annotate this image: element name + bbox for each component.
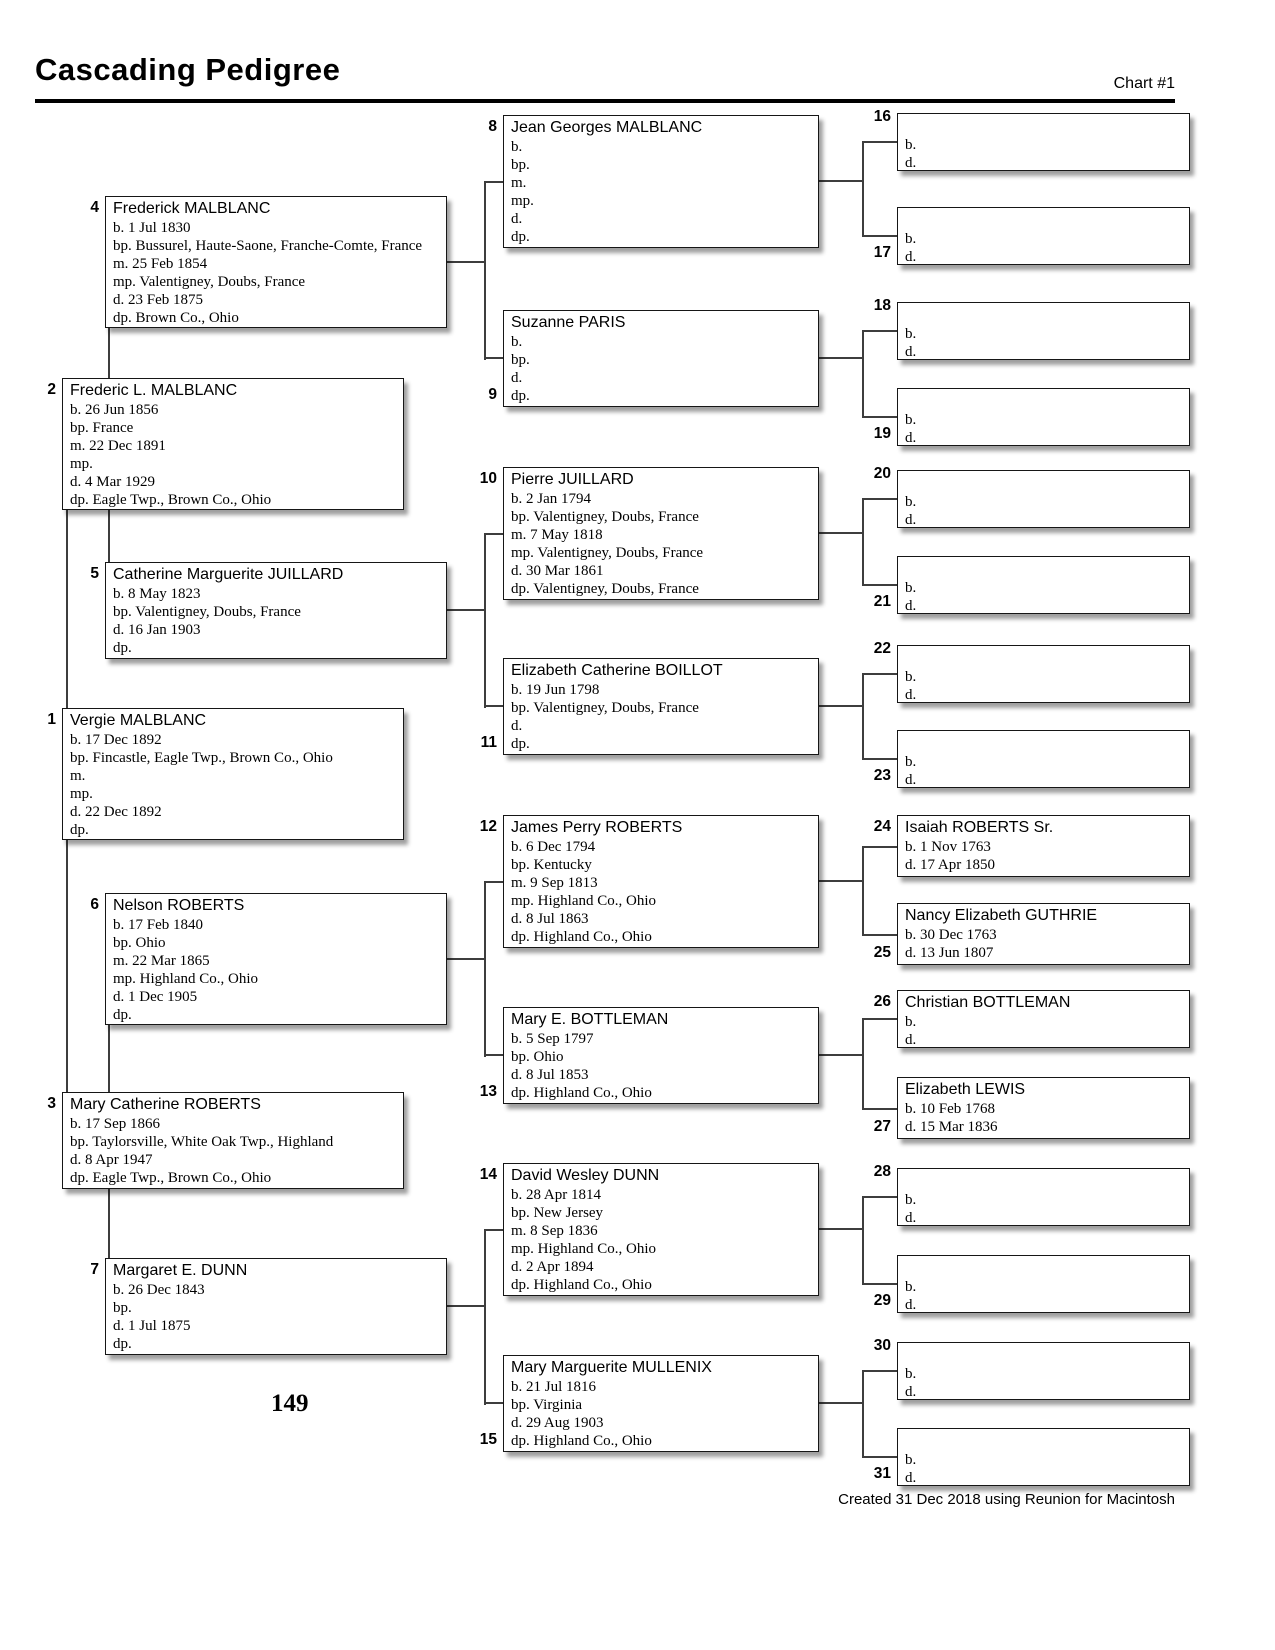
person-field: b. 1 Nov 1763: [905, 839, 991, 855]
person-field: d. 8 Jul 1853: [511, 1067, 589, 1083]
person-name: Suzanne PARIS: [511, 314, 626, 331]
person-number-2: 2: [47, 381, 56, 398]
person-field: mp.: [70, 786, 93, 802]
person-box-22: [897, 645, 1190, 703]
person-number-17: 17: [873, 244, 891, 261]
person-field: bp. Valentigney, Doubs, France: [511, 509, 699, 525]
person-field: d.: [905, 344, 917, 360]
person-box-30: [897, 1342, 1190, 1400]
person-name: Christian BOTTLEMAN: [905, 994, 1071, 1011]
person-number-4: 4: [90, 199, 99, 216]
connector-line: [862, 584, 897, 586]
person-field: b.: [905, 1366, 917, 1382]
person-field: b. 19 Jun 1798: [511, 682, 600, 698]
person-name: Vergie MALBLANC: [70, 712, 207, 729]
person-number-10: 10: [479, 470, 497, 487]
connector-line: [862, 846, 864, 936]
connector-line: [819, 880, 862, 882]
person-box-11: [503, 658, 819, 755]
person-field: dp.: [511, 736, 530, 752]
person-number-8: 8: [488, 118, 497, 135]
person-name: Frederick MALBLANC: [113, 200, 271, 217]
connector-line: [447, 1305, 484, 1307]
person-field: b.: [905, 754, 917, 770]
person-field: b. 1 Jul 1830: [113, 220, 191, 236]
person-field: dp.: [113, 1336, 132, 1352]
person-name: [905, 473, 1189, 493]
person-name: David Wesley DUNN: [511, 1167, 660, 1184]
person-name: [905, 391, 1189, 411]
person-name: Catherine Marguerite JUILLARD: [113, 566, 344, 583]
person-field: d. 16 Jan 1903: [113, 622, 201, 638]
person-field: m. 22 Dec 1891: [70, 438, 166, 454]
person-box-4: [105, 196, 447, 328]
connector-line: [484, 1229, 486, 1405]
person-box-13: [503, 1007, 819, 1104]
person-box-21: [897, 556, 1190, 614]
person-name: Nancy Elizabeth GUTHRIE: [905, 907, 1098, 924]
person-number-31: 31: [873, 1465, 891, 1482]
person-field: b.: [905, 1014, 917, 1030]
person-field: m. 9 Sep 1813: [511, 875, 598, 891]
person-field: dp.: [511, 388, 530, 404]
page-title: Cascading Pedigree: [35, 52, 341, 87]
person-field: mp. Highland Co., Ohio: [511, 1241, 656, 1257]
person-box-9: [503, 310, 819, 407]
person-name: [905, 1345, 1189, 1365]
person-name: [905, 210, 1189, 230]
person-box-18: [897, 302, 1190, 360]
person-field: d.: [905, 687, 917, 703]
person-field: b. 26 Dec 1843: [113, 1282, 205, 1298]
person-number-29: 29: [873, 1292, 891, 1309]
person-field: d. 30 Mar 1861: [511, 563, 604, 579]
person-field: d. 8 Apr 1947: [70, 1152, 153, 1168]
person-number-26: 26: [873, 993, 891, 1010]
person-field: d. 8 Jul 1863: [511, 911, 589, 927]
connector-line: [862, 1018, 864, 1110]
person-box-1: [62, 708, 404, 840]
person-box-10: [503, 467, 819, 600]
connector-line: [484, 533, 503, 535]
person-name: Margaret E. DUNN: [113, 1262, 248, 1279]
person-box-20: [897, 470, 1190, 528]
connector-line: [862, 1370, 897, 1372]
connector-line: [862, 673, 897, 675]
person-name: [905, 648, 1189, 668]
person-name: Mary Marguerite MULLENIX: [511, 1359, 712, 1376]
person-field: mp.: [70, 456, 93, 472]
person-field: d. 13 Jun 1807: [905, 945, 994, 961]
person-field: b. 6 Dec 1794: [511, 839, 596, 855]
connector-line: [484, 705, 503, 707]
person-box-6: [105, 893, 447, 1025]
person-name: [905, 559, 1189, 579]
person-field: b. 2 Jan 1794: [511, 491, 591, 507]
connector-line: [862, 1196, 897, 1198]
connector-line: [819, 357, 862, 359]
connector-line: [819, 180, 862, 182]
person-box-16: [897, 113, 1190, 171]
person-field: bp.: [511, 157, 530, 173]
person-name: [905, 1258, 1189, 1278]
person-number-3: 3: [47, 1095, 56, 1112]
person-field: d.: [905, 1032, 917, 1048]
person-box-26: [897, 990, 1190, 1048]
person-field: d. 23 Feb 1875: [113, 292, 203, 308]
page-number: 149: [271, 1390, 309, 1417]
person-field: d.: [905, 155, 917, 171]
person-field: b.: [511, 139, 523, 155]
person-name: [905, 1431, 1189, 1451]
person-field: dp. Valentigney, Doubs, France: [511, 581, 699, 597]
connector-line: [862, 1018, 897, 1020]
person-box-27: [897, 1077, 1190, 1139]
connector-line: [862, 934, 897, 936]
person-field: d. 4 Mar 1929: [70, 474, 155, 490]
person-number-18: 18: [873, 297, 891, 314]
person-name: Jean Georges MALBLANC: [511, 119, 703, 136]
person-field: bp.: [113, 1300, 132, 1316]
person-box-17: [897, 207, 1190, 265]
person-field: d.: [511, 718, 523, 734]
person-field: b.: [905, 494, 917, 510]
connector-line: [819, 1402, 862, 1404]
person-box-2: [62, 378, 404, 510]
connector-line: [862, 141, 864, 237]
person-field: dp. Highland Co., Ohio: [511, 929, 652, 945]
person-number-25: 25: [873, 944, 891, 961]
person-number-7: 7: [90, 1261, 99, 1278]
person-field: bp. Kentucky: [511, 857, 592, 873]
person-number-27: 27: [873, 1118, 891, 1135]
person-name: Frederic L. MALBLANC: [70, 382, 238, 399]
person-field: b.: [905, 231, 917, 247]
person-field: dp.: [113, 1007, 132, 1023]
person-field: d.: [905, 1297, 917, 1313]
person-box-15: [503, 1355, 819, 1452]
person-field: dp.: [511, 229, 530, 245]
person-field: m. 7 May 1818: [511, 527, 603, 543]
person-number-6: 6: [90, 896, 99, 913]
person-field: bp. Taylorsville, White Oak Twp., Highland: [70, 1134, 334, 1150]
person-name: Pierre JUILLARD: [511, 471, 634, 488]
person-field: b.: [905, 1452, 917, 1468]
person-field: dp. Highland Co., Ohio: [511, 1277, 652, 1293]
connector-line: [819, 1054, 862, 1056]
person-name: Elizabeth Catherine BOILLOT: [511, 662, 723, 679]
connector-line: [819, 1228, 862, 1230]
person-field: b. 30 Dec 1763: [905, 927, 997, 943]
person-name: [905, 1171, 1189, 1191]
person-field: b. 26 Jun 1856: [70, 402, 159, 418]
person-box-12: [503, 815, 819, 948]
person-name: [905, 733, 1189, 753]
person-field: dp. Eagle Twp., Brown Co., Ohio: [70, 492, 272, 508]
person-number-30: 30: [873, 1337, 891, 1354]
person-number-5: 5: [90, 565, 99, 582]
person-box-14: [503, 1163, 819, 1296]
connector-line: [108, 328, 110, 378]
person-field: bp.: [511, 352, 530, 368]
person-number-28: 28: [873, 1163, 891, 1180]
person-field: mp. Highland Co., Ohio: [511, 893, 656, 909]
person-field: dp. Highland Co., Ohio: [511, 1085, 652, 1101]
person-name: Elizabeth LEWIS: [905, 1081, 1026, 1098]
person-field: d. 1 Dec 1905: [113, 989, 198, 1005]
connector-line: [862, 330, 897, 332]
person-box-24: [897, 815, 1190, 877]
person-field: d.: [905, 1470, 917, 1486]
person-number-13: 13: [479, 1083, 497, 1100]
person-field: m.: [70, 768, 86, 784]
connector-line: [862, 141, 897, 143]
person-field: d.: [905, 1384, 917, 1400]
person-box-29: [897, 1255, 1190, 1313]
connector-line: [484, 181, 503, 183]
person-number-22: 22: [873, 640, 891, 657]
person-name: Isaiah ROBERTS Sr.: [905, 819, 1054, 836]
connector-line: [862, 235, 897, 237]
connector-line: [447, 609, 484, 611]
person-box-8: [503, 115, 819, 248]
person-box-23: [897, 730, 1190, 788]
connector-line: [484, 1054, 503, 1056]
person-name: [905, 305, 1189, 325]
connector-line: [862, 330, 864, 418]
person-field: d.: [905, 249, 917, 265]
person-number-1: 1: [47, 711, 56, 728]
person-field: bp. Bussurel, Haute-Saone, Franche-Comte, France: [113, 238, 423, 254]
person-name: [905, 116, 1189, 136]
person-field: dp. Eagle Twp., Brown Co., Ohio: [70, 1170, 272, 1186]
person-field: m. 25 Feb 1854: [113, 256, 208, 272]
person-field: dp. Brown Co., Ohio: [113, 310, 239, 326]
person-field: b. 17 Dec 1892: [70, 732, 162, 748]
connector-line: [484, 881, 503, 883]
person-field: b.: [905, 669, 917, 685]
connector-line: [862, 498, 897, 500]
person-field: dp.: [113, 640, 132, 656]
person-name: Nelson ROBERTS: [113, 897, 245, 914]
connector-line: [862, 846, 897, 848]
person-number-12: 12: [479, 818, 497, 835]
connector-line: [862, 1456, 897, 1458]
person-number-16: 16: [873, 108, 891, 125]
person-number-14: 14: [479, 1166, 497, 1183]
connector-line: [447, 261, 484, 263]
person-number-15: 15: [479, 1431, 497, 1448]
person-field: m. 8 Sep 1836: [511, 1223, 598, 1239]
person-box-7: [105, 1258, 447, 1355]
person-field: b. 5 Sep 1797: [511, 1031, 594, 1047]
connector-line: [862, 1108, 897, 1110]
connector-line: [862, 1196, 864, 1285]
person-field: b.: [511, 334, 523, 350]
person-number-20: 20: [873, 465, 891, 482]
person-number-23: 23: [873, 767, 891, 784]
connector-line: [66, 840, 68, 1092]
connector-line: [484, 533, 486, 708]
connector-line: [484, 181, 486, 360]
person-field: d.: [905, 598, 917, 614]
connector-line: [484, 357, 503, 359]
connector-line: [447, 958, 484, 960]
person-box-31: [897, 1428, 1190, 1486]
person-box-3: [62, 1092, 404, 1189]
connector-line: [484, 881, 486, 1057]
person-field: d. 2 Apr 1894: [511, 1259, 594, 1275]
person-box-19: [897, 388, 1190, 446]
person-field: bp. Ohio: [113, 935, 166, 951]
person-field: b. 8 May 1823: [113, 586, 201, 602]
person-field: dp.: [70, 822, 89, 838]
person-field: bp. Ohio: [511, 1049, 564, 1065]
connector-line: [862, 758, 897, 760]
connector-line: [484, 1402, 503, 1404]
person-box-28: [897, 1168, 1190, 1226]
person-field: mp. Valentigney, Doubs, France: [511, 545, 704, 561]
connector-line: [66, 510, 68, 708]
person-field: d.: [511, 370, 523, 386]
person-field: d.: [905, 772, 917, 788]
person-field: bp. France: [70, 420, 134, 436]
person-field: bp. Valentigney, Doubs, France: [113, 604, 301, 620]
person-box-25: [897, 903, 1190, 965]
connector-line: [862, 1283, 897, 1285]
connector-line: [819, 705, 862, 707]
person-field: d. 29 Aug 1903: [511, 1415, 604, 1431]
person-field: b. 10 Feb 1768: [905, 1101, 995, 1117]
person-number-9: 9: [488, 386, 497, 403]
person-field: bp. Virginia: [511, 1397, 583, 1413]
person-field: b.: [905, 326, 917, 342]
person-field: b.: [905, 137, 917, 153]
chart-number-label: Chart #1: [1113, 75, 1175, 92]
person-field: b.: [905, 412, 917, 428]
person-field: m.: [511, 175, 527, 191]
person-name: James Perry ROBERTS: [511, 819, 683, 836]
person-field: d. 17 Apr 1850: [905, 857, 995, 873]
person-field: d. 1 Jul 1875: [113, 1318, 191, 1334]
person-field: b.: [905, 1192, 917, 1208]
person-name: Mary E. BOTTLEMAN: [511, 1011, 669, 1028]
person-field: bp. Valentigney, Doubs, France: [511, 700, 699, 716]
person-field: d.: [905, 430, 917, 446]
person-field: mp. Valentigney, Doubs, France: [113, 274, 306, 290]
person-name: Mary Catherine ROBERTS: [70, 1096, 261, 1113]
person-field: bp. New Jersey: [511, 1205, 604, 1221]
person-field: d. 15 Mar 1836: [905, 1119, 998, 1135]
person-field: b. 28 Apr 1814: [511, 1187, 601, 1203]
person-field: b. 21 Jul 1816: [511, 1379, 597, 1395]
person-field: b. 17 Feb 1840: [113, 917, 203, 933]
connector-line: [862, 1370, 864, 1458]
person-field: bp. Fincastle, Eagle Twp., Brown Co., Ohio: [70, 750, 333, 766]
connector-line: [108, 1189, 110, 1258]
person-field: d.: [511, 211, 523, 227]
person-field: mp. Highland Co., Ohio: [113, 971, 258, 987]
person-field: m. 22 Mar 1865: [113, 953, 210, 969]
person-number-24: 24: [873, 818, 891, 835]
person-field: mp.: [511, 193, 534, 209]
connector-line: [108, 1025, 110, 1092]
connector-line: [484, 1229, 503, 1231]
connector-line: [862, 673, 864, 760]
title-rule: [35, 99, 1175, 103]
person-field: d.: [905, 512, 917, 528]
connector-line: [819, 532, 862, 534]
person-number-11: 11: [480, 734, 497, 751]
person-number-19: 19: [873, 425, 891, 442]
person-field: d.: [905, 1210, 917, 1226]
person-number-21: 21: [873, 593, 891, 610]
person-field: b.: [905, 1279, 917, 1295]
person-box-5: [105, 562, 447, 659]
connector-line: [862, 416, 897, 418]
person-field: dp. Highland Co., Ohio: [511, 1433, 652, 1449]
person-field: b.: [905, 580, 917, 596]
connector-line: [108, 510, 110, 562]
person-field: d. 22 Dec 1892: [70, 804, 162, 820]
person-field: b. 17 Sep 1866: [70, 1116, 160, 1132]
connector-line: [862, 498, 864, 586]
footer-credit: Created 31 Dec 2018 using Reunion for Macintosh: [838, 1491, 1175, 1508]
